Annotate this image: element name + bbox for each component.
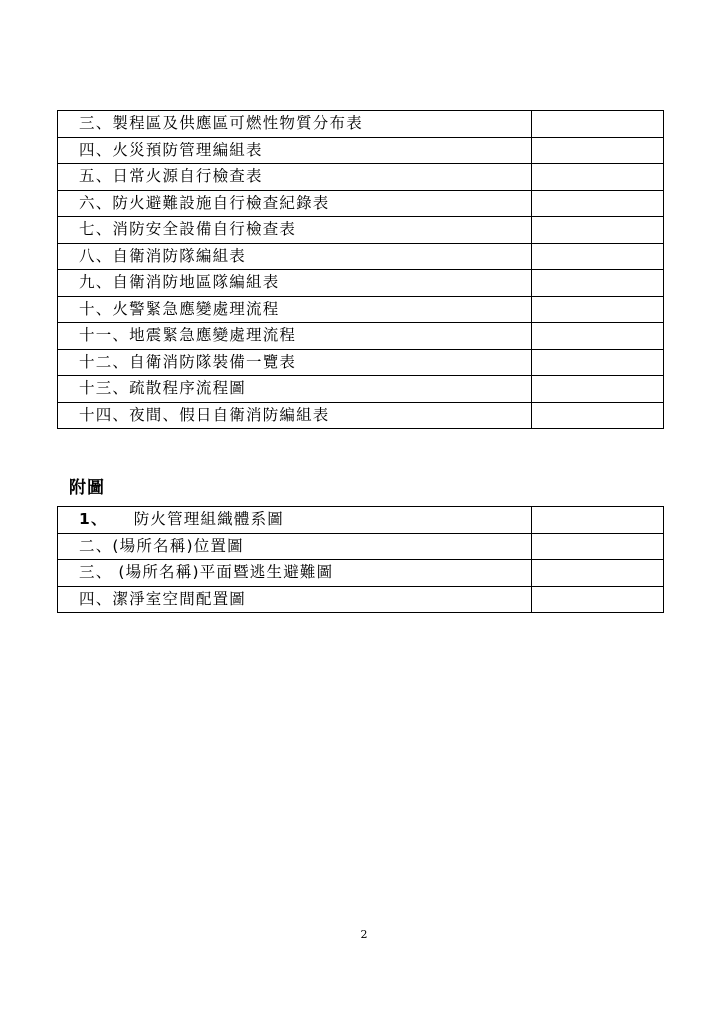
page-ref-cell [532,164,664,191]
page-ref-cell [532,376,664,403]
row-title [58,507,532,534]
row-title: 十四、夜間、假日自衛消防編組表 [58,402,532,429]
row-title: 八、自衛消防隊編組表 [58,243,532,270]
row-title: 三、製程區及供應區可燃性物質分布表 [58,111,532,138]
page-ref-cell [532,217,664,244]
figures-index-table [57,506,664,613]
table-row [58,586,664,613]
page-ref-cell [532,243,664,270]
row-title: 十二、自衛消防隊裝備一覽表 [58,349,532,376]
table-row [58,533,664,560]
page-ref-cell [532,111,664,138]
row-prefix: 1、 [79,510,108,529]
page-ref-cell [532,323,664,350]
page-number: 2 [360,928,368,941]
row-title: 五、日常火源自行檢查表 [58,164,532,191]
forms-index-table [57,110,664,429]
table-row [58,217,664,244]
row-title: 十一、地震緊急應變處理流程 [58,323,532,350]
row-text: (場所名稱)平面暨逃生避難圖 [118,563,334,582]
appendix-heading: 附圖 [69,478,105,498]
table-row [58,560,664,587]
page-ref-cell [532,533,664,560]
table-row [58,164,664,191]
table-row [58,243,664,270]
table-row [58,402,664,429]
row-prefix: 二、 [79,536,113,555]
row-title: 九、自衛消防地區隊編組表 [58,270,532,297]
row-title [58,586,532,613]
table-row [58,349,664,376]
row-title: 十、火警緊急應變處理流程 [58,296,532,323]
page-ref-cell [532,190,664,217]
page-ref-cell [532,402,664,429]
table-row [58,296,664,323]
row-title: 四、火災預防管理編組表 [58,137,532,164]
page-ref-cell [532,349,664,376]
row-prefix: 三、 [79,563,113,582]
row-title [58,533,532,560]
row-title: 十三、疏散程序流程圖 [58,376,532,403]
page-ref-cell [532,296,664,323]
page-ref-cell [532,137,664,164]
table-row [58,323,664,350]
table-row [58,137,664,164]
row-title: 七、消防安全設備自行檢查表 [58,217,532,244]
table-row [58,190,664,217]
row-text: 四、潔淨室空間配置圖 [79,589,247,608]
table-row [58,111,664,138]
row-title [58,560,532,587]
table-row [58,376,664,403]
row-text: 防火管理組織體系圖 [133,510,284,529]
page-ref-cell [532,507,664,534]
page-ref-cell [532,270,664,297]
row-text: (場所名稱)位置圖 [112,536,244,555]
page-ref-cell [532,560,664,587]
table-row [58,507,664,534]
page-ref-cell [532,586,664,613]
table-row [58,270,664,297]
row-title: 六、防火避難設施自行檢查紀錄表 [58,190,532,217]
